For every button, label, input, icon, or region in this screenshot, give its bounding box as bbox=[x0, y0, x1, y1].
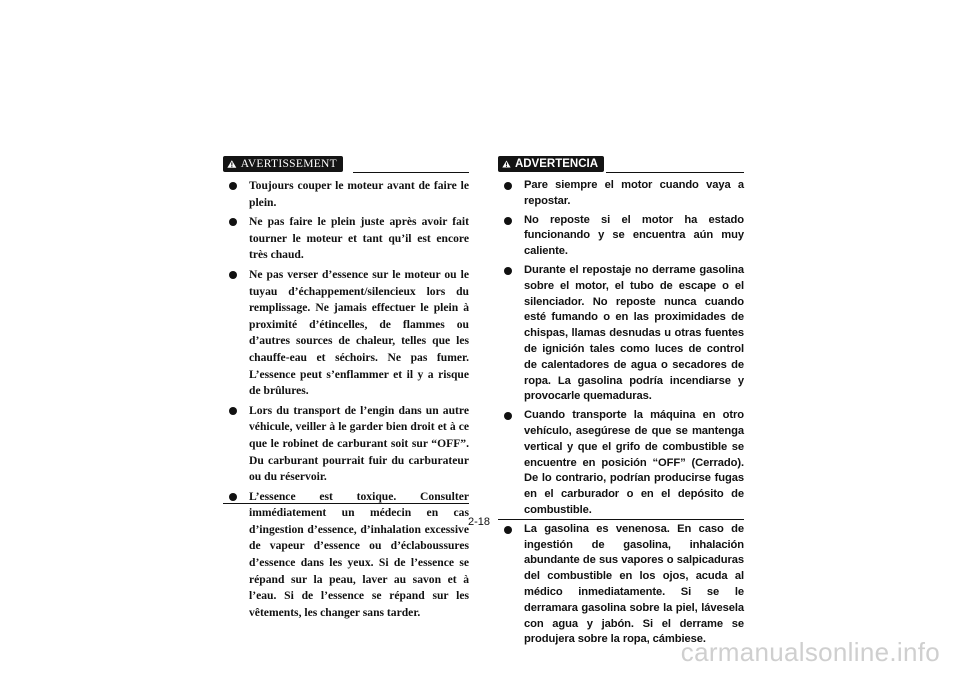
bullet-dot-icon bbox=[504, 217, 512, 225]
warning-badge-spanish bbox=[498, 156, 604, 172]
list-item bbox=[498, 213, 744, 260]
list-item bbox=[223, 489, 469, 622]
bullet-dot-icon bbox=[229, 182, 237, 190]
list-item-text: Ne pas faire le plein juste après avoir fait tourner le moteur et tant qu’il est encore très chaud. bbox=[249, 215, 469, 262]
warning-list-spanish bbox=[498, 178, 744, 648]
warning-header-spanish bbox=[498, 156, 744, 176]
list-item-text: Lors du transport de l’engin dans un autre véhicule, veiller à le garder bien droit et à ce que le robinet de carburant soit sur “OFF”. Du carburant pourrait fuir du carburateur ou du réservoir. bbox=[249, 403, 469, 484]
list-item bbox=[498, 178, 744, 210]
header-rule-spanish bbox=[606, 172, 744, 173]
list-item-text: Durante el repostaje no derrame gasolina sobre el motor, el tubo de escape o el silenciador. No reposte nunca cuando esté fumando o en las proximidades de chispas, llamas desnudas u otras fuentes de ignición tales como luces de control de calentadores de agua o secadores de ropa. La gasolina podría incendiarse y provocarle quemaduras. bbox=[524, 263, 744, 403]
warning-label-spanish: ADVERTENCIA bbox=[514, 158, 598, 170]
list-item-text: Toujours couper le moteur avant de faire le plein. bbox=[249, 179, 469, 209]
list-item bbox=[498, 263, 744, 405]
bullet-dot-icon bbox=[504, 526, 512, 534]
bullet-dot-icon bbox=[229, 271, 237, 279]
header-rule-french bbox=[353, 172, 469, 173]
list-item-text: Ne pas verser d’essence sur le moteur ou le tuyau d’échappement/silencieux lors du remplissage. Ne jamais effectuer le plein à proximité d’étincelles, de flammes ou d’autres sources de chaleur, telles que les chauffe-eau et séchoirs. Ne pas fumer. L’essence peut s’enflammer et il y a risque de brûlures. bbox=[249, 267, 469, 398]
list-item-text: No reposte si el motor ha estado funcionando y se encuentra aún muy caliente. bbox=[524, 213, 744, 258]
bullet-dot-icon bbox=[504, 412, 512, 420]
list-item-text: L’essence est toxique. Consulter immédiatement un médecin en cas d’ingestion d’essence, d’inhalation excessive de vapeur d’essence ou d’éclaboussures d’essence dans les yeux. Si de l’essence se répand sur la peau, laver au savon et à l’eau. Si de l’essence se répand sur les vêtements, les changer sans tarder. bbox=[249, 489, 469, 619]
page-number: 2-18 bbox=[468, 516, 491, 528]
warning-badge-french bbox=[223, 156, 343, 172]
warning-box-french bbox=[223, 156, 469, 624]
warning-triangle-icon bbox=[227, 158, 237, 170]
list-item bbox=[498, 522, 744, 648]
list-item-text: Pare siempre el motor cuando vaya a repostar. bbox=[524, 179, 744, 207]
list-item-text: La gasolina es venenosa. En caso de ingestión de gasolina, inhalación abundante de sus vapores o salpicaduras del combustible en los ojos, acuda al médico inmediatamente. Si se le derramara gasolina sobre la piel, lávesela con agua y jabón. Si el derrame se produjera sobre la ropa, cámbiese. bbox=[524, 522, 744, 646]
warning-list-french bbox=[223, 178, 469, 621]
footer-rule-french bbox=[223, 503, 469, 504]
list-item bbox=[223, 403, 469, 486]
list-item-text: Cuando transporte la máquina en otro vehículo, asegúrese de que se mantenga vertical y que el grifo de combustible se encuentre en posición “OFF” (Cerrado). De lo contrario, podrían producirse fugas en el carburador o en el depósito de combustible. bbox=[524, 409, 744, 516]
list-item bbox=[223, 214, 469, 264]
bullet-dot-icon bbox=[229, 493, 237, 501]
watermark: carmanualsonline.info bbox=[680, 637, 940, 667]
bullet-dot-icon bbox=[504, 267, 512, 275]
footer-rule-spanish bbox=[498, 519, 744, 520]
warning-label-french: AVERTISSEMENT bbox=[240, 158, 337, 170]
bullet-dot-icon bbox=[229, 218, 237, 226]
bullet-dot-icon bbox=[229, 407, 237, 415]
list-item bbox=[498, 408, 744, 519]
warning-header-french bbox=[223, 156, 469, 176]
list-item bbox=[223, 267, 469, 400]
warning-triangle-icon bbox=[502, 158, 511, 170]
list-item bbox=[223, 178, 469, 211]
bullet-dot-icon bbox=[504, 182, 512, 190]
warning-box-spanish bbox=[498, 156, 744, 651]
